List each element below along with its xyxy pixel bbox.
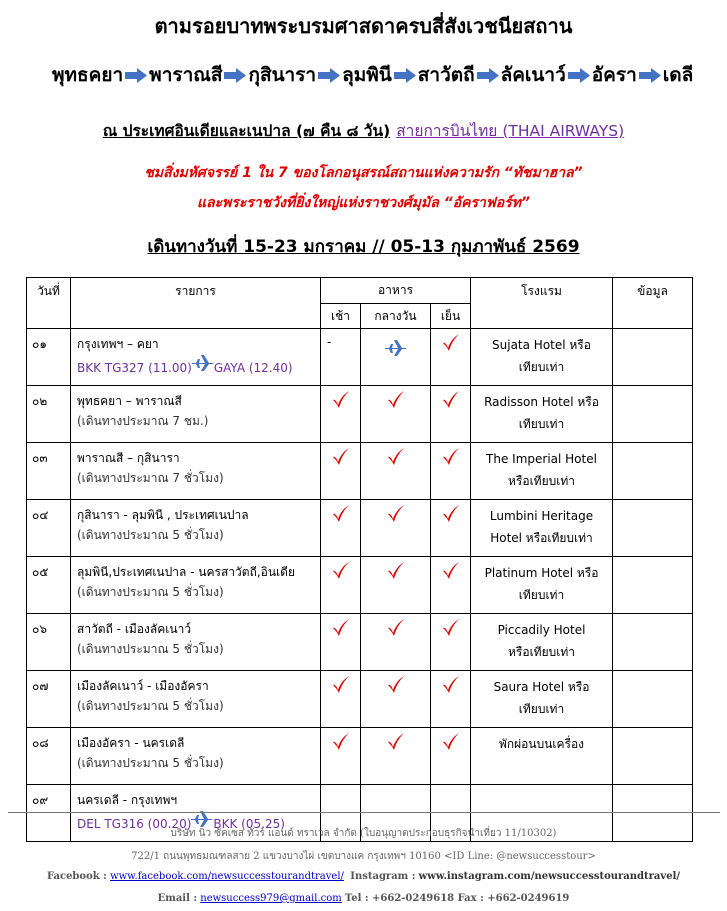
checkmark-icon bbox=[386, 504, 406, 524]
checkmark-icon bbox=[441, 447, 461, 467]
hotel-cell bbox=[471, 386, 613, 443]
program-title: ลุมพินี,ประเทศเนปาล - นครสาวัตถี,อินเดีย bbox=[77, 565, 295, 579]
day-number: ๐๔ bbox=[27, 500, 71, 557]
meal-breakfast bbox=[321, 329, 361, 386]
meal-lunch bbox=[361, 500, 431, 557]
travel-duration: (เดินทางประมาณ 5 ชั่วโมง) bbox=[77, 699, 224, 713]
hotel-note: เทียบเท่า bbox=[518, 588, 565, 602]
checkmark-icon bbox=[386, 675, 406, 695]
info-cell bbox=[613, 728, 693, 785]
info-cell bbox=[613, 443, 693, 500]
day-number: ๐๕ bbox=[27, 557, 71, 614]
footer-address: 722/1 ถนนพุทธมณฑลสาย 2 แขวงบางไผ่ เขตบางแค กรุงเทพฯ 10160 <ID Line: @newsuccesstour> bbox=[131, 851, 596, 862]
program-cell bbox=[71, 557, 321, 614]
no-meal: - bbox=[327, 335, 332, 349]
email-label: Email : bbox=[157, 893, 198, 904]
checkmark-icon bbox=[331, 732, 351, 752]
meal-lunch bbox=[361, 557, 431, 614]
route-stop: อัครา bbox=[591, 64, 637, 86]
hotel-cell bbox=[471, 614, 613, 671]
hotel-name: พักผ่อนบนเครื่อง bbox=[498, 737, 585, 751]
right-arrow-icon bbox=[639, 68, 661, 83]
meal-dinner bbox=[431, 728, 471, 785]
route-stop: พาราณสี bbox=[149, 64, 223, 86]
table-row bbox=[27, 557, 693, 614]
subtitle-main: ณ ประเทศอินเดียและเนปาล (๗ คืน ๘ วัน) bbox=[102, 122, 391, 140]
travel-duration: (เดินทางประมาณ 5 ชั่วโมง) bbox=[77, 585, 224, 599]
hotel-name: Platinum Hotel หรือ bbox=[484, 566, 599, 580]
route-stop: พุทธคยา bbox=[52, 64, 124, 86]
table-row bbox=[27, 671, 693, 728]
right-arrow-icon bbox=[318, 68, 340, 83]
meal-breakfast bbox=[321, 443, 361, 500]
hotel-note: เทียบเท่า bbox=[518, 702, 565, 716]
table-row bbox=[27, 443, 693, 500]
flight-in: BKK (05.25) bbox=[213, 817, 285, 831]
day-number: ๐๖ bbox=[27, 614, 71, 671]
meal-dinner bbox=[431, 500, 471, 557]
meal-lunch bbox=[361, 614, 431, 671]
program-cell bbox=[71, 671, 321, 728]
hotel-name: Piccadily Hotel bbox=[497, 623, 586, 637]
route-stop: เดลี bbox=[662, 64, 694, 86]
itinerary-table bbox=[26, 277, 693, 842]
program-cell bbox=[71, 443, 321, 500]
program-cell bbox=[71, 386, 321, 443]
meal-breakfast bbox=[321, 386, 361, 443]
right-arrow-icon bbox=[568, 68, 590, 83]
program-title: พาราณสี – กุสินารา bbox=[77, 451, 180, 465]
email-link[interactable]: newsuccess979@gmail.com bbox=[200, 893, 342, 904]
program-cell bbox=[71, 614, 321, 671]
meal-lunch bbox=[361, 443, 431, 500]
right-arrow-icon bbox=[125, 68, 147, 83]
day-number: ๐๗ bbox=[27, 671, 71, 728]
info-cell bbox=[613, 386, 693, 443]
flight-out: DEL TG316 (00.20) bbox=[77, 817, 192, 831]
travel-dates: เดินทางวันที่ 15-23 มกราคม // 05-13 กุมภาพันธ์ 2569 bbox=[147, 237, 580, 257]
meal-lunch bbox=[361, 386, 431, 443]
footer-contact bbox=[0, 893, 727, 904]
checkmark-icon bbox=[386, 561, 406, 581]
hotel-cell bbox=[471, 500, 613, 557]
checkmark-icon bbox=[386, 447, 406, 467]
hotel-note: เทียบเท่า bbox=[518, 360, 565, 374]
meal-dinner bbox=[431, 386, 471, 443]
day-number: ๐๘ bbox=[27, 728, 71, 785]
program-title: นครเดลี - กรุงเทพฯ bbox=[77, 793, 178, 807]
info-cell bbox=[613, 500, 693, 557]
program-cell bbox=[71, 500, 321, 557]
subtitle bbox=[0, 118, 727, 143]
program-title: กุสินารา - ลุมพินี , ประเทศเนปาล bbox=[77, 508, 249, 522]
document-title: ตามรอยบาทพระบรมศาสดาครบสี่สังเวชนียสถาน bbox=[154, 14, 573, 38]
info-cell bbox=[613, 329, 693, 386]
footer-social bbox=[0, 871, 727, 882]
checkmark-icon bbox=[331, 504, 351, 524]
checkmark-icon bbox=[441, 732, 461, 752]
instagram-label: Instagram : bbox=[350, 871, 416, 882]
checkmark-icon bbox=[331, 447, 351, 467]
right-arrow-icon bbox=[477, 68, 499, 83]
table-row bbox=[27, 386, 693, 443]
header-day: วันที่ bbox=[27, 278, 71, 329]
travel-duration: (เดินทางประมาณ 7 ชั่วโมง) bbox=[77, 471, 224, 485]
hotel-note: เทียบเท่า bbox=[518, 417, 565, 431]
header-program: รายการ bbox=[71, 278, 321, 329]
hotel-name: Sujata Hotel หรือ bbox=[492, 338, 591, 352]
checkmark-icon bbox=[331, 390, 351, 410]
info-cell bbox=[613, 557, 693, 614]
table-row bbox=[27, 728, 693, 785]
program-title: เมืองลัคเนาว์ - เมืองอัครา bbox=[77, 679, 209, 693]
hotel-cell bbox=[471, 557, 613, 614]
program-title: กรุงเทพฯ – คยา bbox=[77, 337, 159, 351]
meal-breakfast bbox=[321, 728, 361, 785]
route-line bbox=[52, 60, 692, 90]
right-arrow-icon bbox=[394, 68, 416, 83]
meal-dinner bbox=[431, 671, 471, 728]
checkmark-icon bbox=[441, 390, 461, 410]
facebook-link[interactable]: www.facebook.com/newsuccesstourandtravel/ bbox=[110, 871, 344, 882]
hotel-cell bbox=[471, 728, 613, 785]
day-number: ๐๓ bbox=[27, 443, 71, 500]
header-dinner: เย็น bbox=[431, 304, 471, 329]
meal-breakfast bbox=[321, 671, 361, 728]
header-info: ข้อมูล bbox=[613, 278, 693, 329]
travel-duration: (เดินทางประมาณ 5 ชั่วโมง) bbox=[77, 528, 224, 542]
flight-out: BKK TG327 (11.00) bbox=[77, 361, 192, 375]
day-number: ๐๑ bbox=[27, 329, 71, 386]
checkmark-icon bbox=[441, 561, 461, 581]
travel-duration: (เดินทางประมาณ 5 ชั่วโมง) bbox=[77, 756, 224, 770]
route-stop: ลัคเนาว์ bbox=[500, 64, 566, 86]
hotel-cell bbox=[471, 443, 613, 500]
instagram-link[interactable]: www.instagram.com/newsuccesstourandtravel/ bbox=[418, 871, 681, 882]
header-breakfast: เช้า bbox=[321, 304, 361, 329]
meal-lunch bbox=[361, 728, 431, 785]
right-arrow-icon bbox=[224, 68, 246, 83]
program-title: สาวัตถี - เมืองลัคเนาว์ bbox=[77, 622, 192, 636]
checkmark-icon bbox=[386, 390, 406, 410]
checkmark-icon bbox=[331, 618, 351, 638]
header-hotel: โรงแรม bbox=[471, 278, 613, 329]
header-meals: อาหาร bbox=[321, 278, 471, 304]
flight-detail bbox=[77, 361, 293, 375]
meal-dinner bbox=[431, 614, 471, 671]
airplane-icon bbox=[385, 339, 407, 360]
route-stop: กุสินารา bbox=[248, 64, 317, 86]
table-row bbox=[27, 500, 693, 557]
travel-duration: (เดินทางประมาณ 7 ชม.) bbox=[77, 414, 209, 428]
footer-divider bbox=[8, 812, 720, 813]
airline-name: สายการบินไทย (THAI AIRWAYS) bbox=[396, 122, 625, 140]
checkmark-icon bbox=[441, 675, 461, 695]
checkmark-icon bbox=[441, 333, 461, 353]
hotel-note: หรือเทียบเท่า bbox=[508, 645, 575, 659]
travel-duration: (เดินทางประมาณ 5 ชั่วโมง) bbox=[77, 642, 224, 656]
hotel-name: Radisson Hotel หรือ bbox=[484, 395, 599, 409]
meal-breakfast bbox=[321, 500, 361, 557]
hotel-name: The Imperial Hotel bbox=[486, 452, 597, 466]
checkmark-icon bbox=[441, 504, 461, 524]
flight-in: GAYA (12.40) bbox=[213, 361, 293, 375]
meal-dinner bbox=[431, 329, 471, 386]
checkmark-icon bbox=[441, 618, 461, 638]
checkmark-icon bbox=[331, 675, 351, 695]
hotel-cell bbox=[471, 671, 613, 728]
route-stop: สาวัตถี bbox=[417, 64, 475, 86]
program-cell bbox=[71, 329, 321, 386]
meal-breakfast bbox=[321, 557, 361, 614]
facebook-label: Facebook : bbox=[46, 871, 107, 882]
hotel-name: Lumbini Heritage bbox=[489, 509, 594, 523]
hotel-cell bbox=[471, 329, 613, 386]
header-lunch: กลางวัน bbox=[361, 304, 431, 329]
airplane-icon bbox=[192, 354, 214, 378]
program-title: เมืองอัครา - นครเดลี bbox=[77, 736, 185, 750]
meal-breakfast bbox=[321, 614, 361, 671]
phone-fax: Tel : +662-0249618 Fax : +662-0249619 bbox=[344, 893, 570, 904]
checkmark-icon bbox=[331, 561, 351, 581]
program-title: พุทธคยา – พาราณสี bbox=[77, 394, 182, 408]
info-cell bbox=[613, 614, 693, 671]
day-number: ๐๒ bbox=[27, 386, 71, 443]
promo-line-2: และพระราชวังที่ยิ่งใหญ่แห่งราชวงศ์มุมัล “อัคราฟอร์ท” bbox=[197, 195, 530, 211]
promo-line-1: ชมสิ่งมหัศจรรย์ 1 ใน 7 ของโลกอนุสรณ์สถานแห่งความรัก “ทัชมาฮาล” bbox=[144, 165, 583, 181]
table-row bbox=[27, 329, 693, 386]
table-row bbox=[27, 614, 693, 671]
meal-lunch bbox=[361, 671, 431, 728]
checkmark-icon bbox=[386, 732, 406, 752]
meal-dinner bbox=[431, 557, 471, 614]
day-number: ๐๙ bbox=[27, 785, 71, 842]
info-cell bbox=[613, 671, 693, 728]
checkmark-icon bbox=[386, 618, 406, 638]
hotel-note: Hotel หรือเทียบเท่า bbox=[490, 531, 593, 545]
hotel-note: หรือเทียบเท่า bbox=[508, 474, 575, 488]
hotel-name: Saura Hotel หรือ bbox=[493, 680, 590, 694]
meal-dinner bbox=[431, 443, 471, 500]
footer-company: บริษัท นิว ซัคเซส ทัวร์ แอนด์ ทราเวล จำกัด (ใบอนุญาตประกอบธุรกิจนำเที่ยว 11/10302) bbox=[170, 828, 557, 839]
program-cell bbox=[71, 728, 321, 785]
route-stop: ลุมพินี bbox=[342, 64, 392, 86]
meal-lunch bbox=[361, 329, 431, 386]
